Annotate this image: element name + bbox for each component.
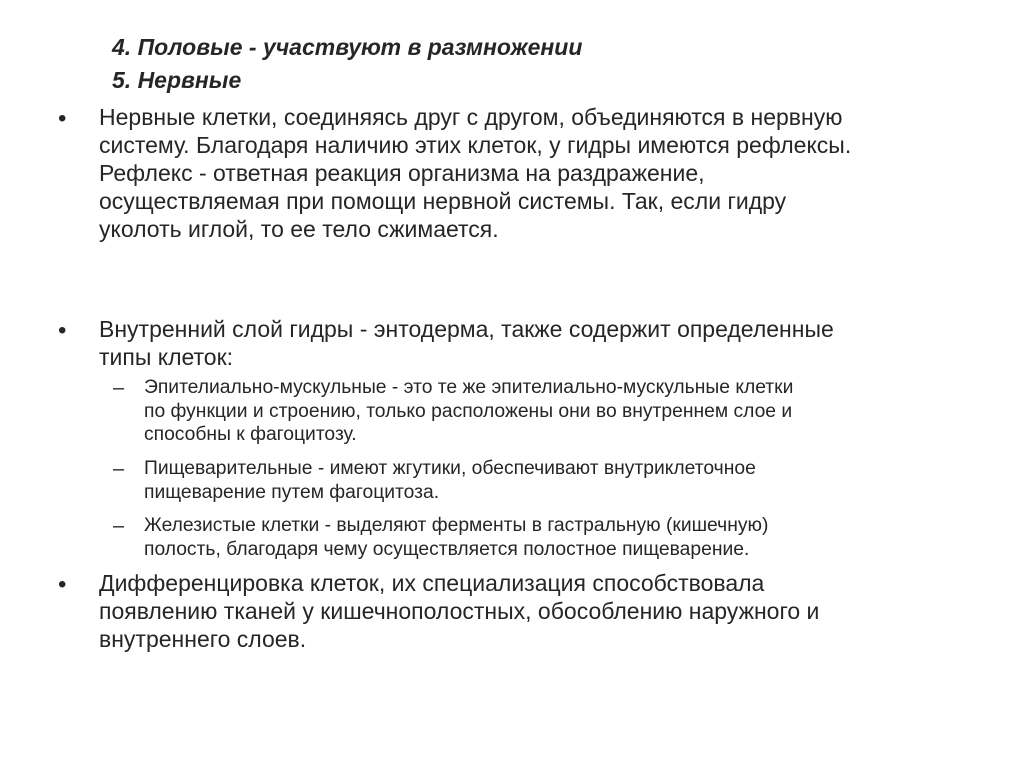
paragraph-differentiation bbox=[99, 569, 969, 653]
text-line: Эпителиально-мускульные - это те же эпителиально-мускульные клетки bbox=[144, 377, 794, 398]
dash-marker: – bbox=[113, 515, 125, 537]
text-line: Рефлекс - ответная реакция организма на раздражение, bbox=[99, 160, 705, 186]
text-line: осуществляемая при помощи нервной системы. Так, если гидру bbox=[99, 188, 787, 214]
bullet-marker: • bbox=[58, 317, 67, 344]
text-line: появлению тканей у кишечнополостных, обособлению наружного и bbox=[99, 598, 820, 624]
subitem-digestive bbox=[144, 457, 944, 504]
text-line: способны к фагоцитозу. bbox=[144, 424, 357, 445]
text-line: полость, благодаря чему осуществляется полостное пищеварение. bbox=[144, 538, 750, 560]
dash-marker: – bbox=[113, 458, 125, 480]
text-line: пищеварение путем фагоцитоза. bbox=[144, 481, 440, 503]
text-line: Нервные клетки, соединяясь друг с другом, объединяются в нервную bbox=[99, 104, 843, 130]
text-line: Внутренний слой гидры - энтодерма, также содержит определенные bbox=[99, 316, 834, 342]
text-line: Железистые клетки - выделяют ферменты в гастральную (кишечную) bbox=[144, 515, 769, 536]
text-line: систему. Благодаря наличию этих клеток, у гидры имеются рефлексы. bbox=[99, 132, 852, 158]
bullet-marker: • bbox=[58, 105, 67, 132]
text-line: по функции и строению, только расположены они во внутреннем слое и bbox=[144, 400, 793, 422]
heading-line-1: 4. Половые - участвуют в размножении bbox=[112, 34, 583, 60]
text-line: типы клеток: bbox=[99, 344, 234, 370]
subitem-glandular bbox=[144, 514, 944, 561]
paragraph-endoderm bbox=[99, 315, 969, 371]
text-line: Пищеварительные - имеют жгутики, обеспечивают внутриклеточное bbox=[144, 458, 756, 479]
text-line: внутреннего слоев. bbox=[99, 626, 307, 652]
subitem-epithelial-muscular bbox=[144, 376, 944, 447]
text-line: Дифференцировка клеток, их специализация способствовала bbox=[99, 570, 765, 596]
dash-marker: – bbox=[113, 377, 125, 399]
text-line: уколоть иглой, то ее тело сжимается. bbox=[99, 216, 499, 242]
heading-line-2: 5. Нервные bbox=[112, 67, 242, 93]
bullet-marker: • bbox=[58, 571, 67, 598]
paragraph-nervous-cells bbox=[99, 103, 969, 243]
